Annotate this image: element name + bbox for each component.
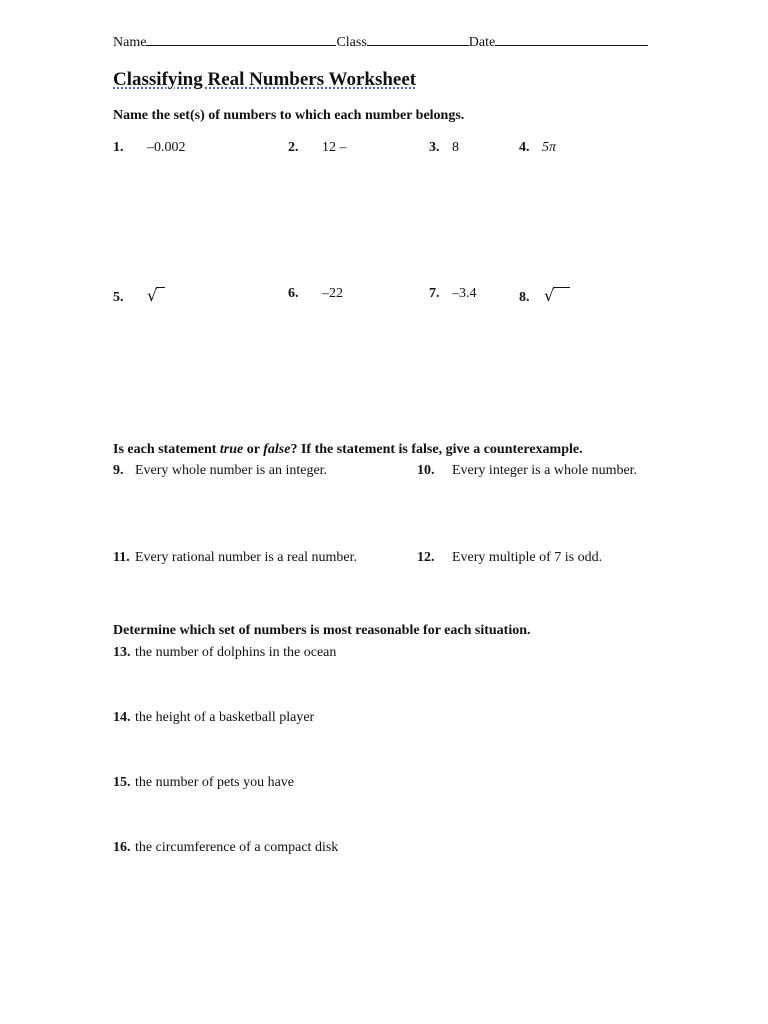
radical-sign: √ [544, 286, 554, 306]
problem-number: 10. [417, 463, 435, 478]
problem-number: 9. [113, 463, 124, 478]
problem-text: Every whole number is an integer. [135, 463, 328, 478]
problem-2 [288, 140, 347, 156]
problem-number: 11. [113, 550, 130, 565]
problem-text: the number of dolphins in the ocean [135, 645, 337, 660]
section2-instruction: Is each statement true or false? If the statement is false, give a counterexample. [113, 442, 583, 457]
problem-9 [113, 463, 327, 479]
problem-text: Every integer is a whole number. [452, 463, 638, 478]
problem-11 [113, 550, 357, 566]
class-blank[interactable] [367, 31, 469, 46]
problem-value: 5π [542, 140, 557, 155]
problem-1 [113, 140, 186, 156]
problem-value: 8 [452, 140, 459, 155]
problem-value: –22 [322, 286, 343, 301]
problem-8 [519, 286, 554, 306]
problem-number: 7. [429, 286, 440, 301]
problem-text: the height of a basketball player [135, 710, 315, 725]
header-line [113, 31, 648, 51]
problem-6 [288, 286, 343, 302]
problem-value: –0.002 [147, 140, 186, 155]
name-label: Name [113, 35, 147, 50]
problem-5 [113, 286, 157, 306]
problem-value: 12 – [322, 140, 347, 155]
problem-number: 13. [113, 645, 131, 660]
problem-text: the circumference of a compact disk [135, 840, 339, 855]
problem-number: 12. [417, 550, 435, 565]
section1-instruction: Name the set(s) of numbers to which each number belongs. [113, 108, 465, 123]
problem-number: 3. [429, 140, 440, 155]
problem-number: 5. [113, 290, 124, 305]
section3-instruction: Determine which set of numbers is most reasonable for each situation. [113, 623, 531, 638]
name-blank[interactable] [146, 31, 336, 46]
problem-text: Every rational number is a real number. [135, 550, 357, 565]
problem-text: the number of pets you have [135, 775, 295, 790]
radical-sign: √ [147, 286, 157, 306]
problem-3 [429, 140, 459, 156]
date-label: Date [468, 35, 496, 50]
problem-14 [113, 710, 314, 726]
problem-value: –3.4 [452, 286, 477, 301]
problem-number: 16. [113, 840, 131, 855]
problem-number: 4. [519, 140, 530, 155]
problem-10 [417, 463, 637, 479]
problem-number: 14. [113, 710, 131, 725]
problem-16 [113, 840, 338, 856]
word-true: true [219, 442, 244, 457]
problem-number: 1. [113, 140, 124, 155]
problem-13 [113, 645, 336, 661]
problem-4 [519, 140, 556, 156]
problem-text: Every multiple of 7 is odd. [452, 550, 603, 565]
problem-7 [429, 286, 477, 302]
problem-number: 2. [288, 140, 299, 155]
class-label: Class [336, 35, 367, 50]
page-title: Classifying Real Numbers Worksheet [113, 69, 417, 90]
word-false: false [263, 442, 291, 457]
problem-number: 15. [113, 775, 131, 790]
problem-number: 8. [519, 290, 530, 305]
date-blank[interactable] [495, 31, 648, 46]
problem-number: 6. [288, 286, 299, 301]
problem-12 [417, 550, 602, 566]
problem-15 [113, 775, 294, 791]
